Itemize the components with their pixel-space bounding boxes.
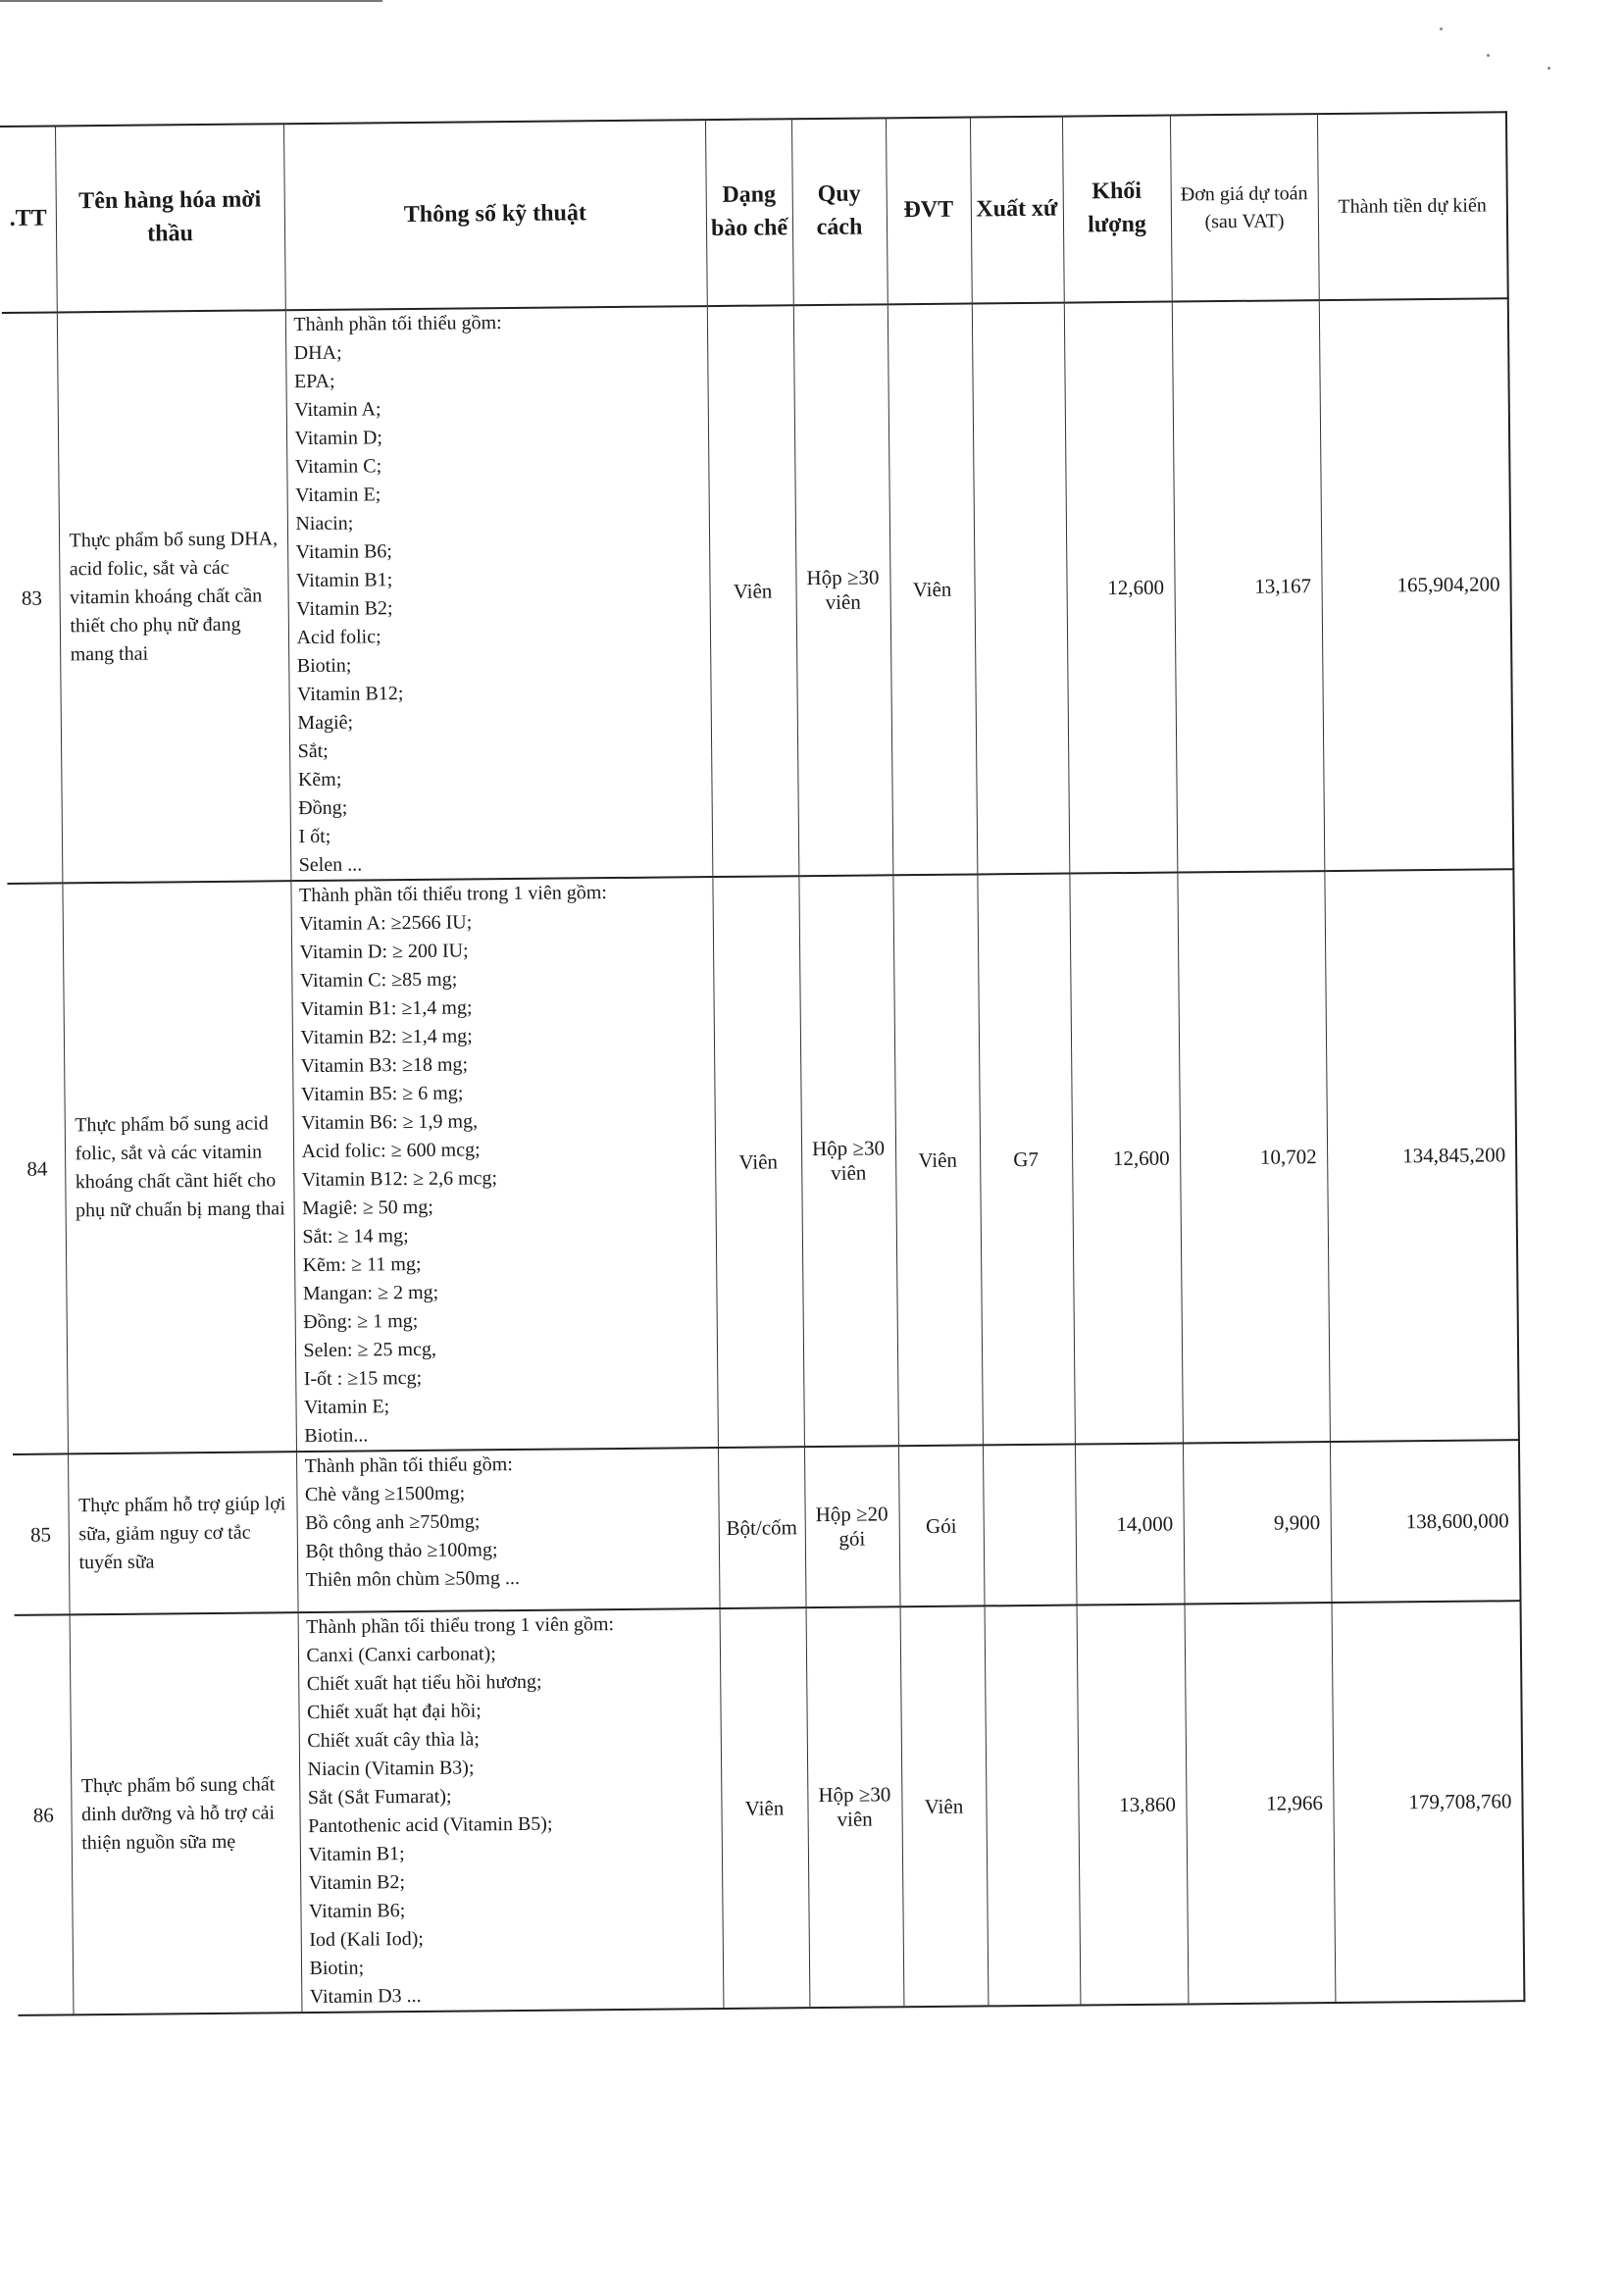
row-spec — [298, 1608, 724, 2013]
row-stt: 85 — [13, 1453, 70, 1615]
row-pack: Hộp ≥30 viên — [798, 875, 898, 1447]
spec-line: Thành phần tối thiểu gồm: — [293, 312, 502, 336]
scan-speck — [1440, 27, 1443, 30]
spec-line: I ốt; — [298, 825, 331, 848]
spec-line: Vitamin B5: ≥ 6 mg; — [300, 1082, 464, 1106]
page-top-rule — [0, 0, 382, 2]
spec-line: Vitamin B12; — [296, 683, 404, 706]
row-total: 134,845,200 — [1324, 869, 1519, 1442]
row-form: Viên — [720, 1607, 810, 2009]
row-unit: Viên — [892, 874, 983, 1446]
table-header-row — [0, 112, 1508, 313]
header-spec: Thông số kỹ thuật — [283, 120, 707, 310]
spec-line: Selen: ≥ 25 mcg, — [303, 1338, 437, 1362]
row-total: 165,904,200 — [1319, 298, 1514, 871]
row-pack: Hộp ≥30 viên — [793, 304, 893, 876]
spec-line: Vitamin B1; — [295, 569, 393, 592]
spec-line: Thành phần tối thiểu trong 1 viên gồm: — [306, 1613, 615, 1639]
spec-line: Vitamin B2; — [296, 597, 393, 621]
header-form: Dạng bào chế — [705, 119, 793, 306]
spec-line: Chiết xuất hạt tiểu hồi hương; — [306, 1670, 542, 1696]
row-unit: Gói — [898, 1445, 985, 1606]
row-price: 10,702 — [1177, 871, 1330, 1443]
row-stt: 84 — [7, 883, 68, 1454]
header-unit: ĐVT — [886, 118, 972, 305]
bid-items-table-wrapper — [0, 111, 1525, 2016]
spec-line: Canxi (Canxi carbonat); — [306, 1643, 496, 1667]
row-pack: Hộp ≥30 viên — [806, 1606, 904, 2008]
spec-line: Kẽm: ≥ 11 mg; — [302, 1252, 422, 1277]
header-price: Đơn giá dự toán (sau VAT) — [1170, 114, 1319, 301]
spec-line: Vitamin C; — [294, 455, 382, 479]
row-item-name: Thực phẩm hỗ trợ giúp lợi sữa, giảm nguy cơ tắc tuyến sữa — [68, 1452, 298, 1614]
row-qty: 12,600 — [1064, 302, 1178, 874]
row-pack: Hộp ≥20 gói — [804, 1446, 900, 1607]
spec-line: DHA; — [293, 341, 342, 365]
spec-line: Biotin; — [309, 1957, 365, 1980]
spec-line: Vitamin B6: ≥ 1,9 mg, — [301, 1110, 479, 1135]
spec-line: Đồng: ≥ 1 mg; — [303, 1309, 419, 1334]
spec-line: Niacin (Vitamin B3); — [307, 1757, 475, 1781]
spec-line: Bồ công anh ≥750mg; — [305, 1510, 481, 1535]
spec-line: Vitamin D; — [294, 427, 383, 450]
spec-line: Đồng; — [298, 796, 348, 820]
spec-line: Chiết xuất cây thìa là; — [307, 1728, 480, 1753]
spec-line: Vitamin B12: ≥ 2,6 mcg; — [301, 1167, 498, 1192]
row-qty: 13,860 — [1077, 1604, 1189, 2005]
bid-items-table — [0, 111, 1525, 2016]
spec-line: Vitamin B2; — [308, 1871, 406, 1895]
spec-line: Vitamin B6; — [308, 1900, 406, 1923]
row-origin — [983, 1445, 1077, 1606]
row-form: Viên — [712, 876, 804, 1448]
spec-line: Vitamin B6; — [295, 540, 393, 564]
row-stt: 83 — [2, 312, 63, 884]
spec-line: Magiê; — [297, 711, 354, 735]
header-qty: Khối lượng — [1062, 116, 1172, 303]
table-row — [2, 298, 1514, 884]
spec-line: Sắt: ≥ 14 mg; — [302, 1225, 409, 1249]
spec-line: Biotin... — [304, 1424, 369, 1448]
spec-line: Sắt (Sắt Fumarat); — [307, 1785, 452, 1810]
header-pack: Quy cách — [791, 118, 888, 305]
row-unit: Viên — [888, 303, 978, 875]
row-form: Viên — [707, 305, 799, 877]
spec-line: Vitamin B2: ≥1,4 mg; — [300, 1025, 473, 1049]
row-spec — [290, 877, 718, 1452]
table-row — [15, 1601, 1525, 2015]
row-item-name: Thực phẩm bổ sung chất dinh dưỡng và hỗ trợ cải thiện nguồn sữa mẹ — [70, 1612, 302, 2014]
scan-speck — [1548, 67, 1550, 70]
spec-line: Acid folic: ≥ 600 mcg; — [301, 1139, 481, 1163]
scan-speck — [1487, 54, 1490, 57]
row-item-name: Thực phẩm bổ sung DHA, acid folic, sắt và các vitamin khoáng chất cần thiết cho phụ nữ đang mang thai — [57, 310, 291, 883]
spec-line: EPA; — [293, 370, 335, 393]
row-stt: 86 — [15, 1614, 74, 2015]
header-stt: .TT — [0, 126, 57, 313]
row-origin — [972, 303, 1070, 875]
row-form: Bột/cốm — [718, 1447, 806, 1608]
spec-line: Sắt; — [297, 739, 329, 763]
row-item-name: Thực phẩm bổ sung acid folic, sắt và các vitamin khoáng chất cầnt hiết cho phụ nữ chuẩn bị mang thai — [62, 881, 296, 1453]
row-price: 9,900 — [1183, 1442, 1332, 1604]
table-row — [13, 1440, 1521, 1615]
spec-line: Vitamin A: ≥2566 IU; — [299, 911, 473, 936]
row-qty: 12,600 — [1069, 873, 1183, 1445]
spec-line: Vitamin E; — [303, 1396, 390, 1419]
spec-line: Selen ... — [298, 853, 363, 877]
header-origin: Xuất xứ — [970, 117, 1064, 304]
row-qty: 14,000 — [1075, 1443, 1185, 1605]
spec-line: Biotin; — [296, 654, 352, 678]
row-origin — [985, 1606, 1081, 2007]
table-row — [7, 869, 1519, 1454]
spec-line: Iod (Kali Iod); — [309, 1927, 425, 1952]
spec-line: Vitamin C: ≥85 mg; — [299, 968, 458, 993]
row-spec — [285, 306, 713, 881]
header-name: Tên hàng hóa mời thầu — [55, 124, 285, 312]
spec-line: Kẽm; — [297, 768, 342, 791]
spec-line: Bột thông thảo ≥100mg; — [305, 1539, 498, 1563]
spec-line: Mangan: ≥ 2 mg; — [302, 1281, 439, 1305]
spec-line: Thành phần tối thiểu trong 1 viên gồm: — [298, 882, 607, 907]
spec-line: Vitamin E; — [295, 484, 381, 507]
spec-line: Pantothenic acid (Vitamin B5); — [308, 1812, 553, 1838]
spec-line: Acid folic; — [296, 626, 381, 649]
spec-line: I-ốt : ≥15 mcg; — [303, 1366, 423, 1391]
row-unit: Viên — [900, 1606, 989, 2007]
spec-line: Niacin; — [295, 512, 354, 535]
spec-line: Vitamin B1; — [308, 1843, 405, 1866]
row-total: 138,600,000 — [1330, 1440, 1521, 1603]
row-spec — [296, 1448, 720, 1612]
header-total: Thành tiền dự kiến — [1317, 112, 1508, 300]
row-price: 13,167 — [1172, 300, 1325, 872]
row-total: 179,708,760 — [1332, 1601, 1525, 2003]
spec-line: Magiê: ≥ 50 mg; — [302, 1196, 433, 1220]
row-price: 12,966 — [1185, 1603, 1336, 2004]
spec-line: Vitamin A; — [294, 398, 381, 422]
spec-line: Vitamin B1: ≥1,4 mg; — [300, 996, 473, 1021]
spec-line: Vitamin D: ≥ 200 IU; — [299, 940, 469, 964]
spec-line: Thiên môn chùm ≥50mg ... — [305, 1566, 521, 1592]
spec-line: Chiết xuất hạt đại hồi; — [306, 1700, 482, 1724]
spec-line: Thành phần tối thiểu gồm: — [304, 1453, 513, 1478]
spec-line: Vitamin D3 ... — [309, 1984, 422, 2009]
spec-line: Chè vằng ≥1500mg; — [304, 1482, 466, 1506]
spec-line: Vitamin B3: ≥18 mg; — [300, 1053, 469, 1078]
row-origin: G7 — [977, 874, 1075, 1446]
